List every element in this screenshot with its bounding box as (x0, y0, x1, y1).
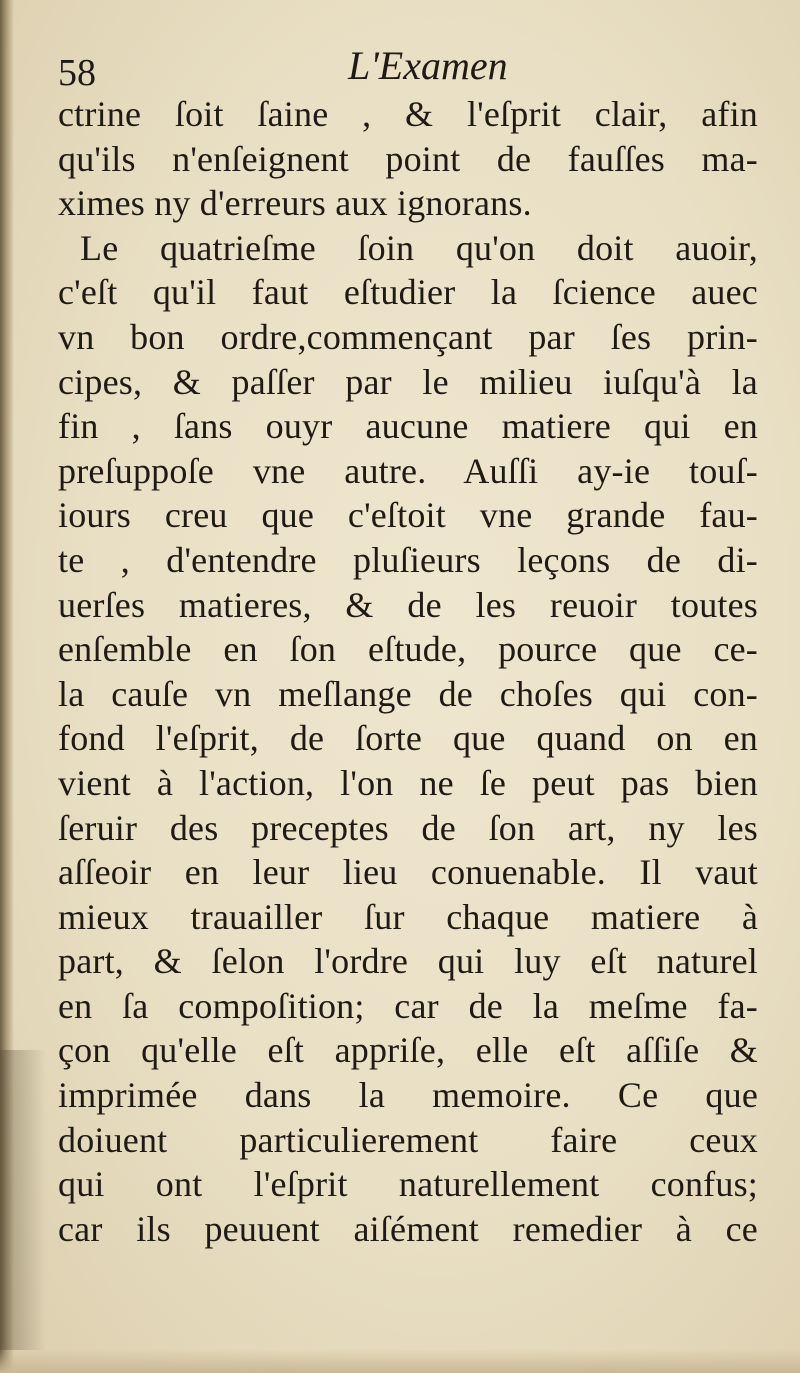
text-line: imprimée dans la memoire. Ce que (58, 1075, 758, 1116)
text-line: uerſes matieres, & de les reuoir toutes (58, 584, 758, 625)
text-line: la cauſe vn meſlange de choſes qui con- (58, 673, 758, 714)
page-bottom-edge (0, 1349, 800, 1373)
text-line: mieux trauailler ſur chaque matiere à (58, 896, 758, 937)
text-line: fond l'eſprit, de ſorte que quand on en (58, 718, 758, 759)
text-line: vient à l'action, l'on ne ſe peut pas bien (58, 762, 758, 803)
page-header (58, 42, 748, 92)
running-title: L'Examen (348, 43, 508, 88)
text-line: en ſa compoſition; car de la meſme fa- (58, 985, 758, 1026)
text-line: ximes ny d'erreurs aux ignorans. (58, 183, 532, 224)
text-line: fin , ſans ouyr aucune matiere qui en (58, 406, 758, 447)
page-number: 58 (58, 52, 96, 94)
text-line: aſſeoir en leur lieu conuenable. Il vaut (58, 852, 758, 893)
text-line: qu'ils n'enſeignent point de fauſſes ma- (58, 138, 758, 179)
text-line: c'eſt qu'il faut eſtudier la ſcience auec (58, 272, 758, 313)
text-line: qui ont l'eſprit naturellement confus; (58, 1164, 758, 1205)
text-line: vn bon ordre,commençant par ſes prin- (58, 316, 758, 357)
text-line: ſeruir des preceptes de ſon art, ny les (58, 807, 758, 848)
text-line: car ils peuuent aiſément remedier à ce (58, 1208, 758, 1249)
text-line: enſemble en ſon eſtude, pource que ce- (58, 629, 758, 670)
text-line: ctrine ſoit ſaine , & l'eſprit clair, afin (58, 94, 758, 134)
text-line: çon qu'elle eſt appriſe, elle eſt aſſiſe & (58, 1030, 758, 1071)
text-line: doiuent particulierement faire ceux (58, 1119, 758, 1160)
text-line: part, & ſelon l'ordre qui luy eſt naturel (58, 941, 758, 982)
text-line: te , d'entendre pluſieurs leçons de di- (58, 539, 758, 580)
text-line: iours creu que c'eſtoit vne grande fau- (58, 495, 758, 536)
text-line: cipes, & paſſer par le milieu iuſqu'à la (58, 361, 758, 402)
text-line: preſuppoſe vne autre. Auſſi ay-ie touſ- (58, 450, 758, 491)
text-line: Le quatrieſme ſoin qu'on doit auoir, (80, 227, 758, 268)
gutter-shadow (0, 1050, 46, 1350)
body-text (58, 92, 758, 1251)
